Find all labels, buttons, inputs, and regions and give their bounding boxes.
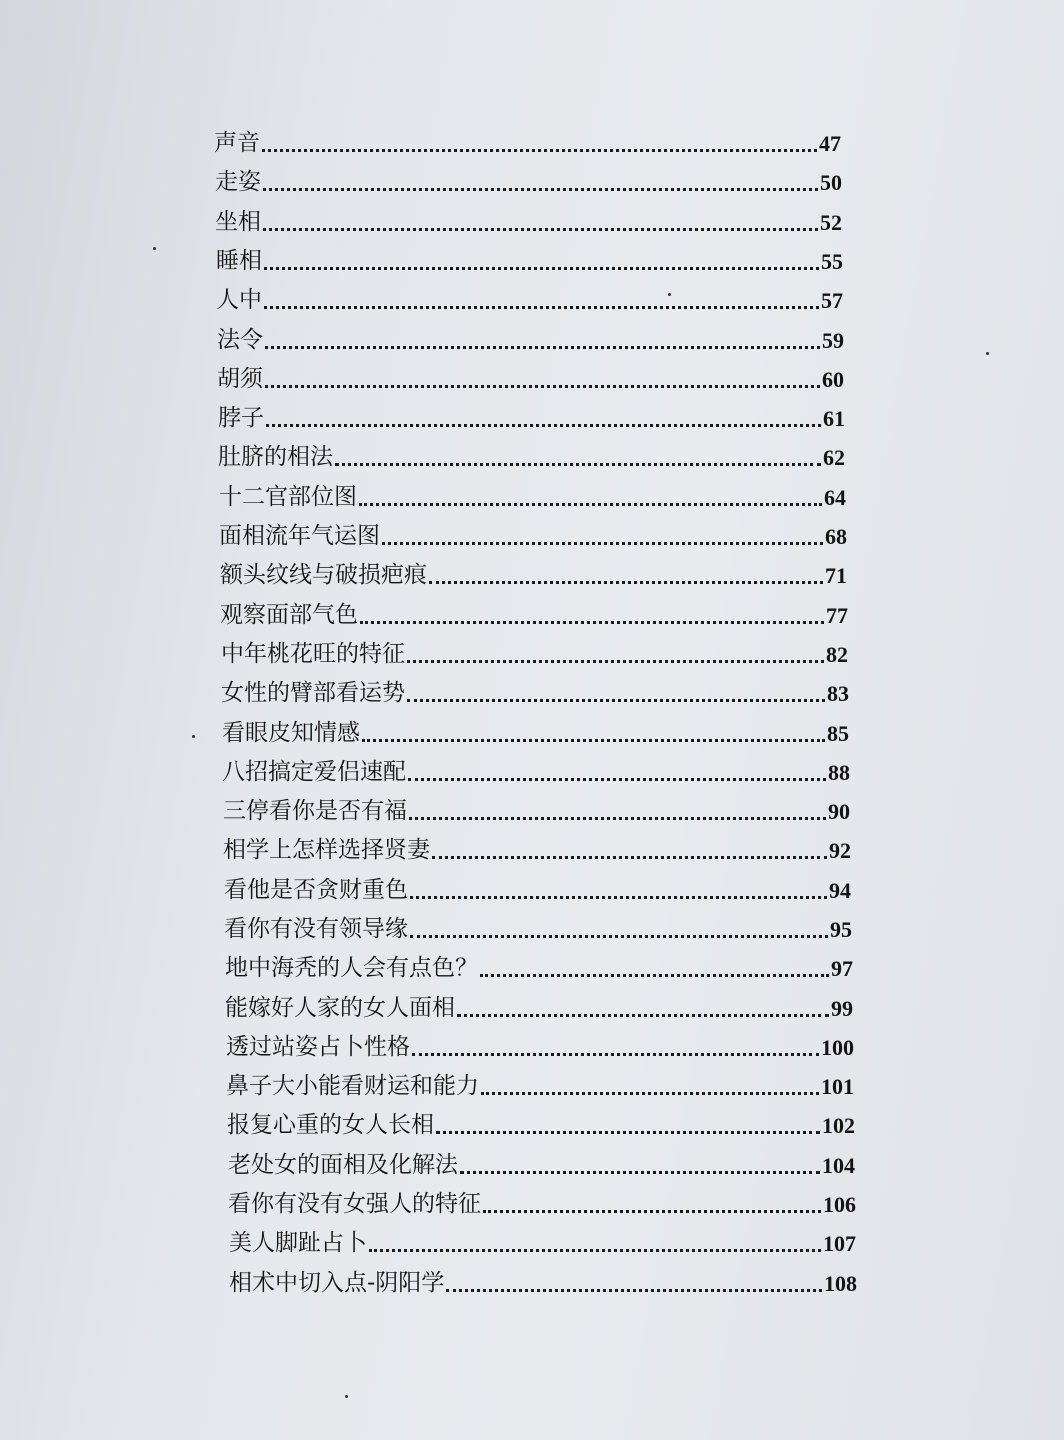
toc-entry [216, 239, 843, 278]
toc-entry-title: 看你有没有领导缘 [224, 916, 408, 942]
toc-dot-leader [264, 306, 819, 309]
toc-entry [223, 789, 850, 828]
paper-speck [153, 247, 156, 250]
paper-speck [986, 352, 989, 355]
toc-entry-title: 相术中切入点-阴阳学 [229, 1270, 445, 1296]
toc-entry [215, 200, 842, 239]
toc-entry-page-number: 106 [823, 1192, 856, 1217]
toc-dot-leader [446, 1289, 822, 1292]
toc-entry-title: 观察面部气色 [220, 602, 358, 628]
paper-speck [668, 293, 671, 296]
toc-entry [228, 1182, 856, 1221]
toc-entry [224, 907, 852, 946]
toc-entry-page-number: 99 [831, 996, 853, 1021]
toc-entry [226, 1025, 854, 1064]
toc-entry-page-number: 52 [820, 210, 842, 235]
toc-dot-leader [264, 267, 819, 270]
toc-dot-leader [266, 424, 821, 427]
toc-entry-title: 报复心重的女人长相 [227, 1112, 434, 1138]
toc-entry-title: 相学上怎样选择贤妻 [223, 837, 430, 863]
toc-entry-page-number: 94 [829, 878, 851, 903]
toc-entry [222, 711, 849, 750]
toc-entry [224, 868, 851, 907]
paper-speck [192, 735, 195, 738]
toc-entry-title: 走姿 [215, 169, 261, 195]
toc-entry-title: 地中海秃的人会有点色？ [225, 955, 478, 981]
toc-entry-title: 脖子 [218, 405, 264, 431]
toc-entry-title: 八招搞定爱侣速配 [222, 759, 406, 785]
toc-dot-leader [360, 621, 824, 624]
toc-entry-page-number: 57 [821, 288, 843, 313]
toc-entry [228, 1143, 855, 1182]
toc-entry-page-number: 77 [826, 603, 848, 628]
toc-dot-leader [369, 1249, 821, 1252]
toc-dot-leader [412, 1053, 819, 1056]
toc-dot-leader [480, 974, 829, 977]
toc-entry-page-number: 59 [822, 328, 844, 353]
toc-dot-leader [407, 699, 825, 702]
toc-dot-leader [263, 228, 818, 231]
toc-entry [223, 828, 851, 867]
toc-entry-title: 声音 [214, 130, 260, 156]
toc-entry [225, 946, 853, 985]
toc-dot-leader [410, 935, 828, 938]
toc-dot-leader [429, 581, 823, 584]
toc-dot-leader [335, 463, 821, 466]
toc-entry [215, 160, 842, 199]
toc-entry-page-number: 97 [831, 956, 853, 981]
toc-entry-title: 透过站姿占卜性格 [226, 1034, 410, 1060]
toc-entry-page-number: 107 [823, 1231, 856, 1256]
toc-entry [221, 671, 849, 710]
toc-entry-page-number: 82 [826, 642, 848, 667]
toc-entry [218, 435, 845, 474]
toc-entry-page-number: 61 [823, 406, 845, 431]
toc-dot-leader [408, 778, 826, 781]
toc-entry-page-number: 104 [822, 1153, 855, 1178]
toc-entry [222, 750, 850, 789]
toc-dot-leader [265, 385, 820, 388]
toc-dot-leader [263, 188, 818, 191]
toc-entry-page-number: 102 [822, 1113, 855, 1138]
toc-entry-title: 中年桃花旺的特征 [221, 641, 405, 667]
toc-dot-leader [481, 1092, 819, 1095]
toc-dot-leader [432, 856, 827, 859]
toc-entry-page-number: 88 [828, 760, 850, 785]
toc-entry-title: 三停看你是否有福 [223, 798, 407, 824]
toc-entry-title: 能嫁好人家的女人面相 [225, 995, 455, 1021]
toc-dot-leader [436, 1131, 820, 1134]
toc-entry-page-number: 60 [822, 367, 844, 392]
toc-entry [218, 396, 845, 435]
toc-dot-leader [262, 149, 817, 152]
toc-entry-page-number: 50 [820, 170, 842, 195]
toc-entry-page-number: 92 [829, 838, 851, 863]
toc-entry [226, 1064, 854, 1103]
toc-entry-page-number: 100 [821, 1035, 854, 1060]
toc-entry [220, 553, 847, 592]
toc-entry-title: 鼻子大小能看财运和能力 [226, 1073, 479, 1099]
toc-entry-page-number: 95 [830, 917, 852, 942]
toc-entry-title: 法令 [217, 327, 263, 353]
toc-entry-page-number: 83 [827, 681, 849, 706]
toc-entry-page-number: 47 [819, 131, 841, 156]
toc-entry-title: 老处女的面相及化解法 [228, 1152, 458, 1178]
toc-entry-title: 人中 [216, 287, 262, 313]
toc-entry-title: 胡须 [217, 366, 263, 392]
toc-entry-page-number: 62 [823, 445, 845, 470]
toc-entry-title: 睡相 [216, 248, 262, 274]
toc-entry-title: 十二官部位图 [219, 484, 357, 510]
toc-dot-leader [457, 1014, 829, 1017]
toc-entry-page-number: 85 [827, 721, 849, 746]
toc-entry [214, 121, 841, 160]
toc-dot-leader [483, 1210, 821, 1213]
toc-entry-page-number: 101 [821, 1074, 854, 1099]
toc-entry [219, 514, 847, 553]
toc-entry [217, 357, 844, 396]
toc-entry-page-number: 64 [824, 485, 846, 510]
toc-entry-title: 女性的臂部看运势 [221, 680, 405, 706]
toc-entry-title: 坐相 [215, 209, 261, 235]
toc-entry-title: 看他是否贪财重色 [224, 877, 408, 903]
toc-dot-leader [460, 1171, 820, 1174]
toc-dot-leader [359, 503, 822, 506]
toc-entry [227, 1103, 855, 1142]
toc-entry [225, 986, 853, 1025]
toc-entry-title: 看你有没有女强人的特征 [228, 1191, 481, 1217]
toc-dot-leader [409, 817, 826, 820]
toc-entry [216, 278, 843, 317]
toc-dot-leader [407, 660, 824, 663]
toc-entry-title: 美人脚趾占卜 [229, 1230, 367, 1256]
toc-entry [217, 318, 844, 357]
toc-entry-title: 额头纹线与破损疤痕 [220, 562, 427, 588]
toc-dot-leader [362, 739, 825, 742]
toc-entry [220, 593, 848, 632]
toc-entry-title: 肚脐的相法 [218, 444, 333, 470]
toc-entry [229, 1261, 857, 1300]
toc-dot-leader [265, 346, 820, 349]
toc-entry [219, 475, 846, 514]
toc-entry [221, 632, 848, 671]
toc-entry [229, 1221, 856, 1260]
toc-entry-page-number: 108 [824, 1271, 857, 1296]
toc-entry-page-number: 55 [821, 249, 843, 274]
toc-entry-title: 面相流年气运图 [219, 523, 380, 549]
paper-speck [345, 1395, 348, 1398]
toc-entry-title: 看眼皮知情感 [222, 720, 360, 746]
toc-entry-page-number: 68 [825, 524, 847, 549]
toc-entry-page-number: 71 [825, 563, 847, 588]
toc-dot-leader [410, 896, 827, 899]
toc-dot-leader [382, 542, 823, 545]
toc-entry-page-number: 90 [828, 799, 850, 824]
